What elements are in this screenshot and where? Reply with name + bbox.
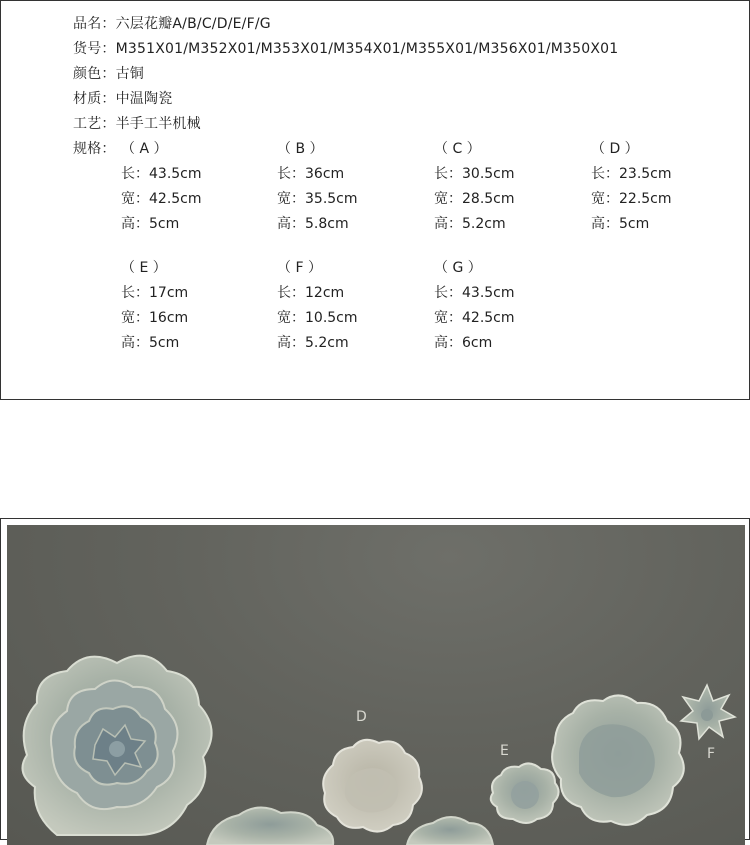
plate-label-d: D	[356, 709, 367, 725]
product-name-label: 品名：	[73, 16, 116, 32]
size-height-b: 高：5.8cm	[277, 216, 349, 232]
size-label: 规格：	[73, 141, 116, 157]
craft-value: 半手工半机械	[115, 116, 201, 132]
plate-large-flower	[23, 656, 212, 835]
plate-f	[681, 685, 735, 739]
product-photo-frame	[0, 518, 750, 840]
size-height-c: 高：5.2cm	[434, 216, 506, 232]
product-code-label: 货号：	[73, 41, 116, 57]
size-width-a: 宽：42.5cm	[121, 191, 202, 207]
size-length-c: 长：30.5cm	[434, 166, 515, 182]
craft-row	[73, 115, 201, 133]
size-length-e: 长：17cm	[121, 285, 189, 301]
size-tag-f: （ F ）	[277, 260, 322, 276]
size-height-d: 高：5cm	[591, 216, 650, 232]
size-width-g: 宽：42.5cm	[434, 310, 515, 326]
product-code-value: M351X01/M352X01/M353X01/M354X01/M355X01/M356X01/M350X01	[115, 41, 619, 57]
size-length-b: 长：36cm	[277, 166, 345, 182]
size-height-e: 高：5cm	[121, 335, 180, 351]
craft-label: 工艺：	[73, 116, 116, 132]
material-value: 中温陶瓷	[115, 91, 173, 107]
product-name-value: 六层花瓣A/B/C/D/E/F/G	[115, 16, 271, 32]
product-code-row	[73, 40, 618, 58]
spec-panel	[0, 0, 750, 400]
size-tag-b: （ B ）	[277, 141, 324, 157]
size-length-g: 长：43.5cm	[434, 285, 515, 301]
plate-bottom-mid	[407, 817, 493, 845]
size-height-g: 高：6cm	[434, 335, 493, 351]
size-length-f: 长：12cm	[277, 285, 345, 301]
size-width-e: 宽：16cm	[121, 310, 189, 326]
size-width-d: 宽：22.5cm	[591, 191, 672, 207]
size-width-c: 宽：28.5cm	[434, 191, 515, 207]
size-tag-e: （ E ）	[121, 260, 167, 276]
plate-leaf-large	[552, 695, 684, 824]
size-tag-a: （ A ）	[121, 141, 168, 157]
size-length-d: 长：23.5cm	[591, 166, 672, 182]
size-width-b: 宽：35.5cm	[277, 191, 358, 207]
plate-d	[323, 740, 422, 832]
size-tag-g: （ G ）	[434, 260, 482, 276]
product-name-row	[73, 15, 271, 33]
plate-label-e: E	[500, 743, 509, 759]
plate-bottom-left	[207, 807, 333, 845]
product-photo	[7, 525, 745, 845]
size-width-f: 宽：10.5cm	[277, 310, 358, 326]
color-value: 古铜	[115, 66, 145, 82]
size-tag-d: （ D ）	[591, 141, 639, 157]
ceramic-plates-illustration	[7, 525, 745, 845]
color-row	[73, 65, 144, 83]
size-height-f: 高：5.2cm	[277, 335, 349, 351]
material-row	[73, 90, 172, 108]
plate-e	[491, 763, 559, 823]
plate-label-f: F	[707, 746, 716, 762]
size-length-a: 长：43.5cm	[121, 166, 202, 182]
material-label: 材质：	[73, 91, 116, 107]
color-label: 颜色：	[73, 66, 116, 82]
size-height-a: 高：5cm	[121, 216, 180, 232]
size-tag-c: （ C ）	[434, 141, 481, 157]
